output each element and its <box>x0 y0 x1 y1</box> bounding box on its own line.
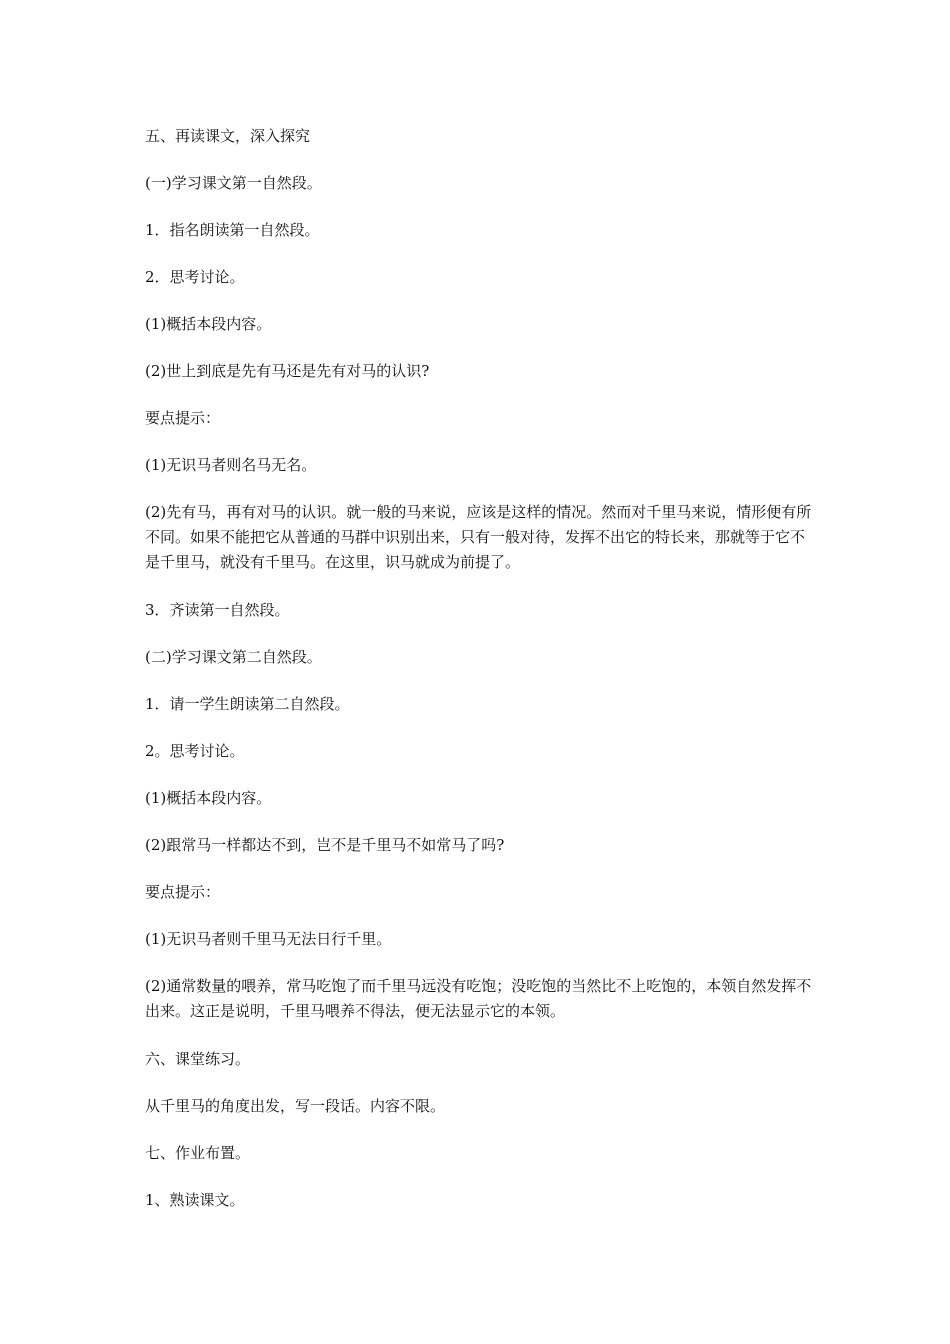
body-paragraph: (2)先有马，再有对马的认识。就一般的马来说，应该是这样的情况。然而对千里马来说，情形便有所不同。如果不能把它从普通的马群中识别出来，只有一般对待，发挥不出它的特长来，那就等于它不是千里马，就没有千里马。在这里，识马就成为前提了。 <box>145 503 812 571</box>
hint-heading: 要点提示： <box>145 883 221 901</box>
list-item: 1．指名朗读第一自然段。 <box>145 221 320 239</box>
body-paragraph: (2)通常数量的喂养，常马吃饱了而千里马远没有吃饱；没吃饱的当然比不上吃饱的，本领自然发挥不出来。这正是说明，千里马喂养不得法，便无法显示它的本领。 <box>145 977 812 1020</box>
list-item: (1)无识马者则名马无名。 <box>145 456 317 474</box>
list-item: 1．请一学生朗读第二自然段。 <box>145 695 350 713</box>
list-item: (1)概括本段内容。 <box>145 315 272 333</box>
list-item: (2)跟常马一样都达不到，岂不是千里马不如常马了吗? <box>145 836 505 854</box>
list-item: 3．齐读第一自然段。 <box>145 601 290 619</box>
list-item: (1)概括本段内容。 <box>145 789 272 807</box>
subsection-heading-1: (一)学习课文第一自然段。 <box>145 174 322 192</box>
section-heading-5: 五、再读课文，深入探究 <box>145 127 311 145</box>
document-body <box>145 124 815 1235</box>
subsection-heading-2: (二)学习课文第二自然段。 <box>145 648 322 666</box>
hint-heading: 要点提示： <box>145 409 221 427</box>
body-paragraph: 从千里马的角度出发，写一段话。内容不限。 <box>145 1097 446 1115</box>
section-heading-6: 六、课堂练习。 <box>145 1050 251 1068</box>
list-item: 2．思考讨论。 <box>145 268 245 286</box>
list-item: (1)无识马者则千里马无法日行千里。 <box>145 930 392 948</box>
list-item: (2)世上到底是先有马还是先有对马的认识? <box>145 362 430 380</box>
section-heading-7: 七、作业布置。 <box>145 1144 251 1162</box>
list-item: 2。思考讨论。 <box>145 742 245 760</box>
list-item: 1、熟读课文。 <box>145 1191 245 1209</box>
